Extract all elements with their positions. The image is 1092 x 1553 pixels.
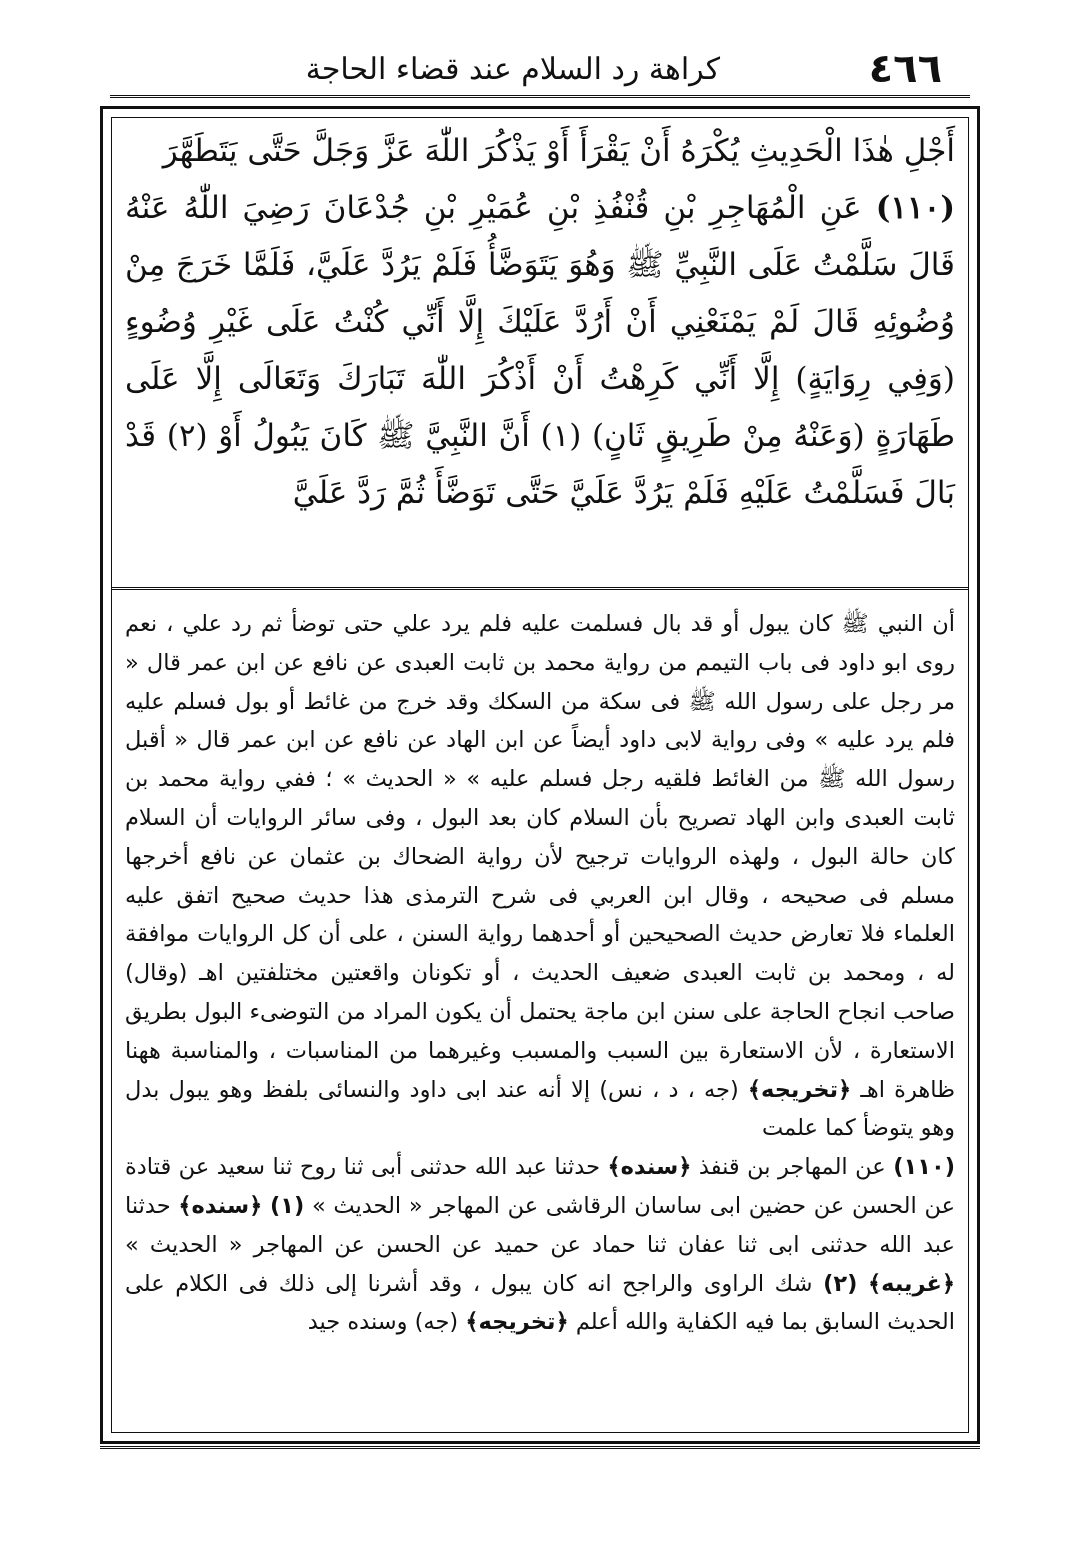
takhrij-text: (جه ، د ، نس) إلا أنه عند ابى داود والنسائى بلفظ وهو يبول بدل وهو يتوضأ كما علمت <box>125 1076 955 1142</box>
header-rule <box>110 95 970 98</box>
running-title: كراهة رد السلام عند قضاء الحاجة <box>305 52 720 87</box>
commentary-text: أن النبي ﷺ كان يبول أو قد بال فسلمت عليه فلم يرد علي حتى توضأ ثم رد علي ، نعم روى ابو داود فى باب التيمم من رواية محمد بن ثابت العبدى عن نافع عن ابن عمر قال « مر رجل على رسول الله ﷺ فى سكة من السكك وقد خرج من غائط أو بول فسلم عليه فلم يرد عليه » وفى رواية لابى داود أيضاً عن ابن الهاد عن نافع عن ابن عمر قال « أقبل رسول الله ﷺ من الغائط فلقيه رجل فسلم عليه » « الحديث » ؛ ففي رواية محمد بن ثابت العبدى وابن الهاد تصريح بأن السلام كان بعد البول ، وفى سائر الروايات أن السلام كان حالة البول ، ولهذه الروايات ترجيح لأن رواية الضحاك بن عثمان عن نافع أخرجها مسلم فى صحيحه ، وقال ابن العربي فى شرح الترمذى هذا حديث صحيح اتفق عليه العلماء فلا تعارض حديث الصحيحين أو أحدهما رواية السنن ، على أن كل الروايات موافقة له ، ومحمد بن ثابت العبدى ضعيف الحديث ، أو تكونان واقعتين مختلفتين اهـ (وقال) صاحب انجاح الحاجة على سنن ابن ماجة يحتمل أن يكون المراد من التوضىء البول بطريق الاستعارة ، لأن الاستعارة بين السبب والمسبب وغيرهما من المناسبات ، والمناسبة ههنا ظاهرة اهـ <box>125 611 955 1103</box>
hadith-body <box>125 180 955 522</box>
section-divider <box>111 587 969 590</box>
hadith-110-number: (١١٠) <box>893 1154 955 1181</box>
page-frame <box>100 106 980 1444</box>
page-header <box>110 40 970 98</box>
sanad-text-2: حدثنا عبد الله حدثنى ابى ثنا عفان ثنا حماد عن حميد عن الحسن عن المهاجر « الحديث » <box>125 1192 955 1258</box>
hadith-110-intro: عن المهاجر بن قنفذ <box>698 1154 886 1181</box>
takhrij-label-2: ﴿تخريجه﴾ <box>465 1309 569 1336</box>
gharib-label: ﴿غريبه﴾ <box>868 1270 955 1297</box>
sanad-text-1: حدثنا عبد الله حدثنى أبى ثنا روح ثنا سعيد عن قتادة عن الحسن عن حضين ابى ساسان الرقاشى عن المهاجر « الحديث » <box>125 1154 955 1219</box>
bottom-rule <box>100 1446 980 1449</box>
hadith-main-text <box>125 123 955 579</box>
footnote-number-2: (٢) <box>823 1270 858 1297</box>
takhrij-text-2: (جه) وسنده جيد <box>307 1309 459 1336</box>
sanad-label: ﴿سنده﴾ <box>607 1154 692 1181</box>
footnote-number-1: (١) <box>269 1192 305 1219</box>
hadith-text: عَنِ الْمُهَاجِرِ بْنِ قُنْفُذِ بْنِ عُمَيْرِ بْنِ جُدْعَانَ رَضِيَ اللّٰهُ عَنْهُ قَالَ سَلَّمْتُ عَلَى النَّبِيِّ ﷺ وَهُوَ يَتَوَضَّأُ فَلَمْ يَرُدَّ عَلَيَّ، فَلَمَّا خَرَجَ مِنْ وُضُوئِهِ قَالَ لَمْ يَمْنَعْنِي أَنْ أَرُدَّ عَلَيْكَ إِلَّا أَنِّي كُنْتُ عَلَى غَيْرِ وُضُوءٍ (وَفِي رِوَايَةٍ) إِلَّا أَنِّي كَرِهْتُ أَنْ أَذْكُرَ اللّٰهَ تَبَارَكَ وَتَعَالَى إِلَّا عَلَى طَهَارَةٍ (وَعَنْهُ مِنْ طَرِيقٍ ثَانٍ) (١) أَنَّ النَّبِيَّ ﷺ كَانَ يَبُولُ أَوْ (٢) قَدْ بَالَ فَسَلَّمْتُ عَلَيْهِ فَلَمْ يَرُدَّ عَلَيَّ حَتَّى تَوَضَّأَ ثُمَّ رَدَّ عَلَيَّ <box>125 190 955 511</box>
commentary-section <box>125 605 955 1423</box>
commentary-paragraph <box>125 605 955 1148</box>
takhrij-label: ﴿تخريجه﴾ <box>747 1076 852 1103</box>
gharib-text: شك الراوى والراجح انه كان يبول ، وقد أشرنا إلى ذلك فى الكلام على الحديث السابق بما فيه الكفاية والله أعلم <box>125 1270 955 1336</box>
sanad-label-2: ﴿سنده﴾ <box>178 1192 263 1219</box>
continuation-line: أَجْلِ هٰذَا الْحَدِيثِ يُكْرَهُ أَنْ يَقْرَأَ أَوْ يَذْكُرَ اللّٰهَ عَزَّ وَجَلَّ حَتَّى يَتَطَهَّرَ <box>162 133 955 169</box>
hadith-number: (١١٠) <box>875 190 955 226</box>
page-number: ٤٦٦ <box>868 46 942 92</box>
sanad-paragraph <box>125 1148 955 1342</box>
